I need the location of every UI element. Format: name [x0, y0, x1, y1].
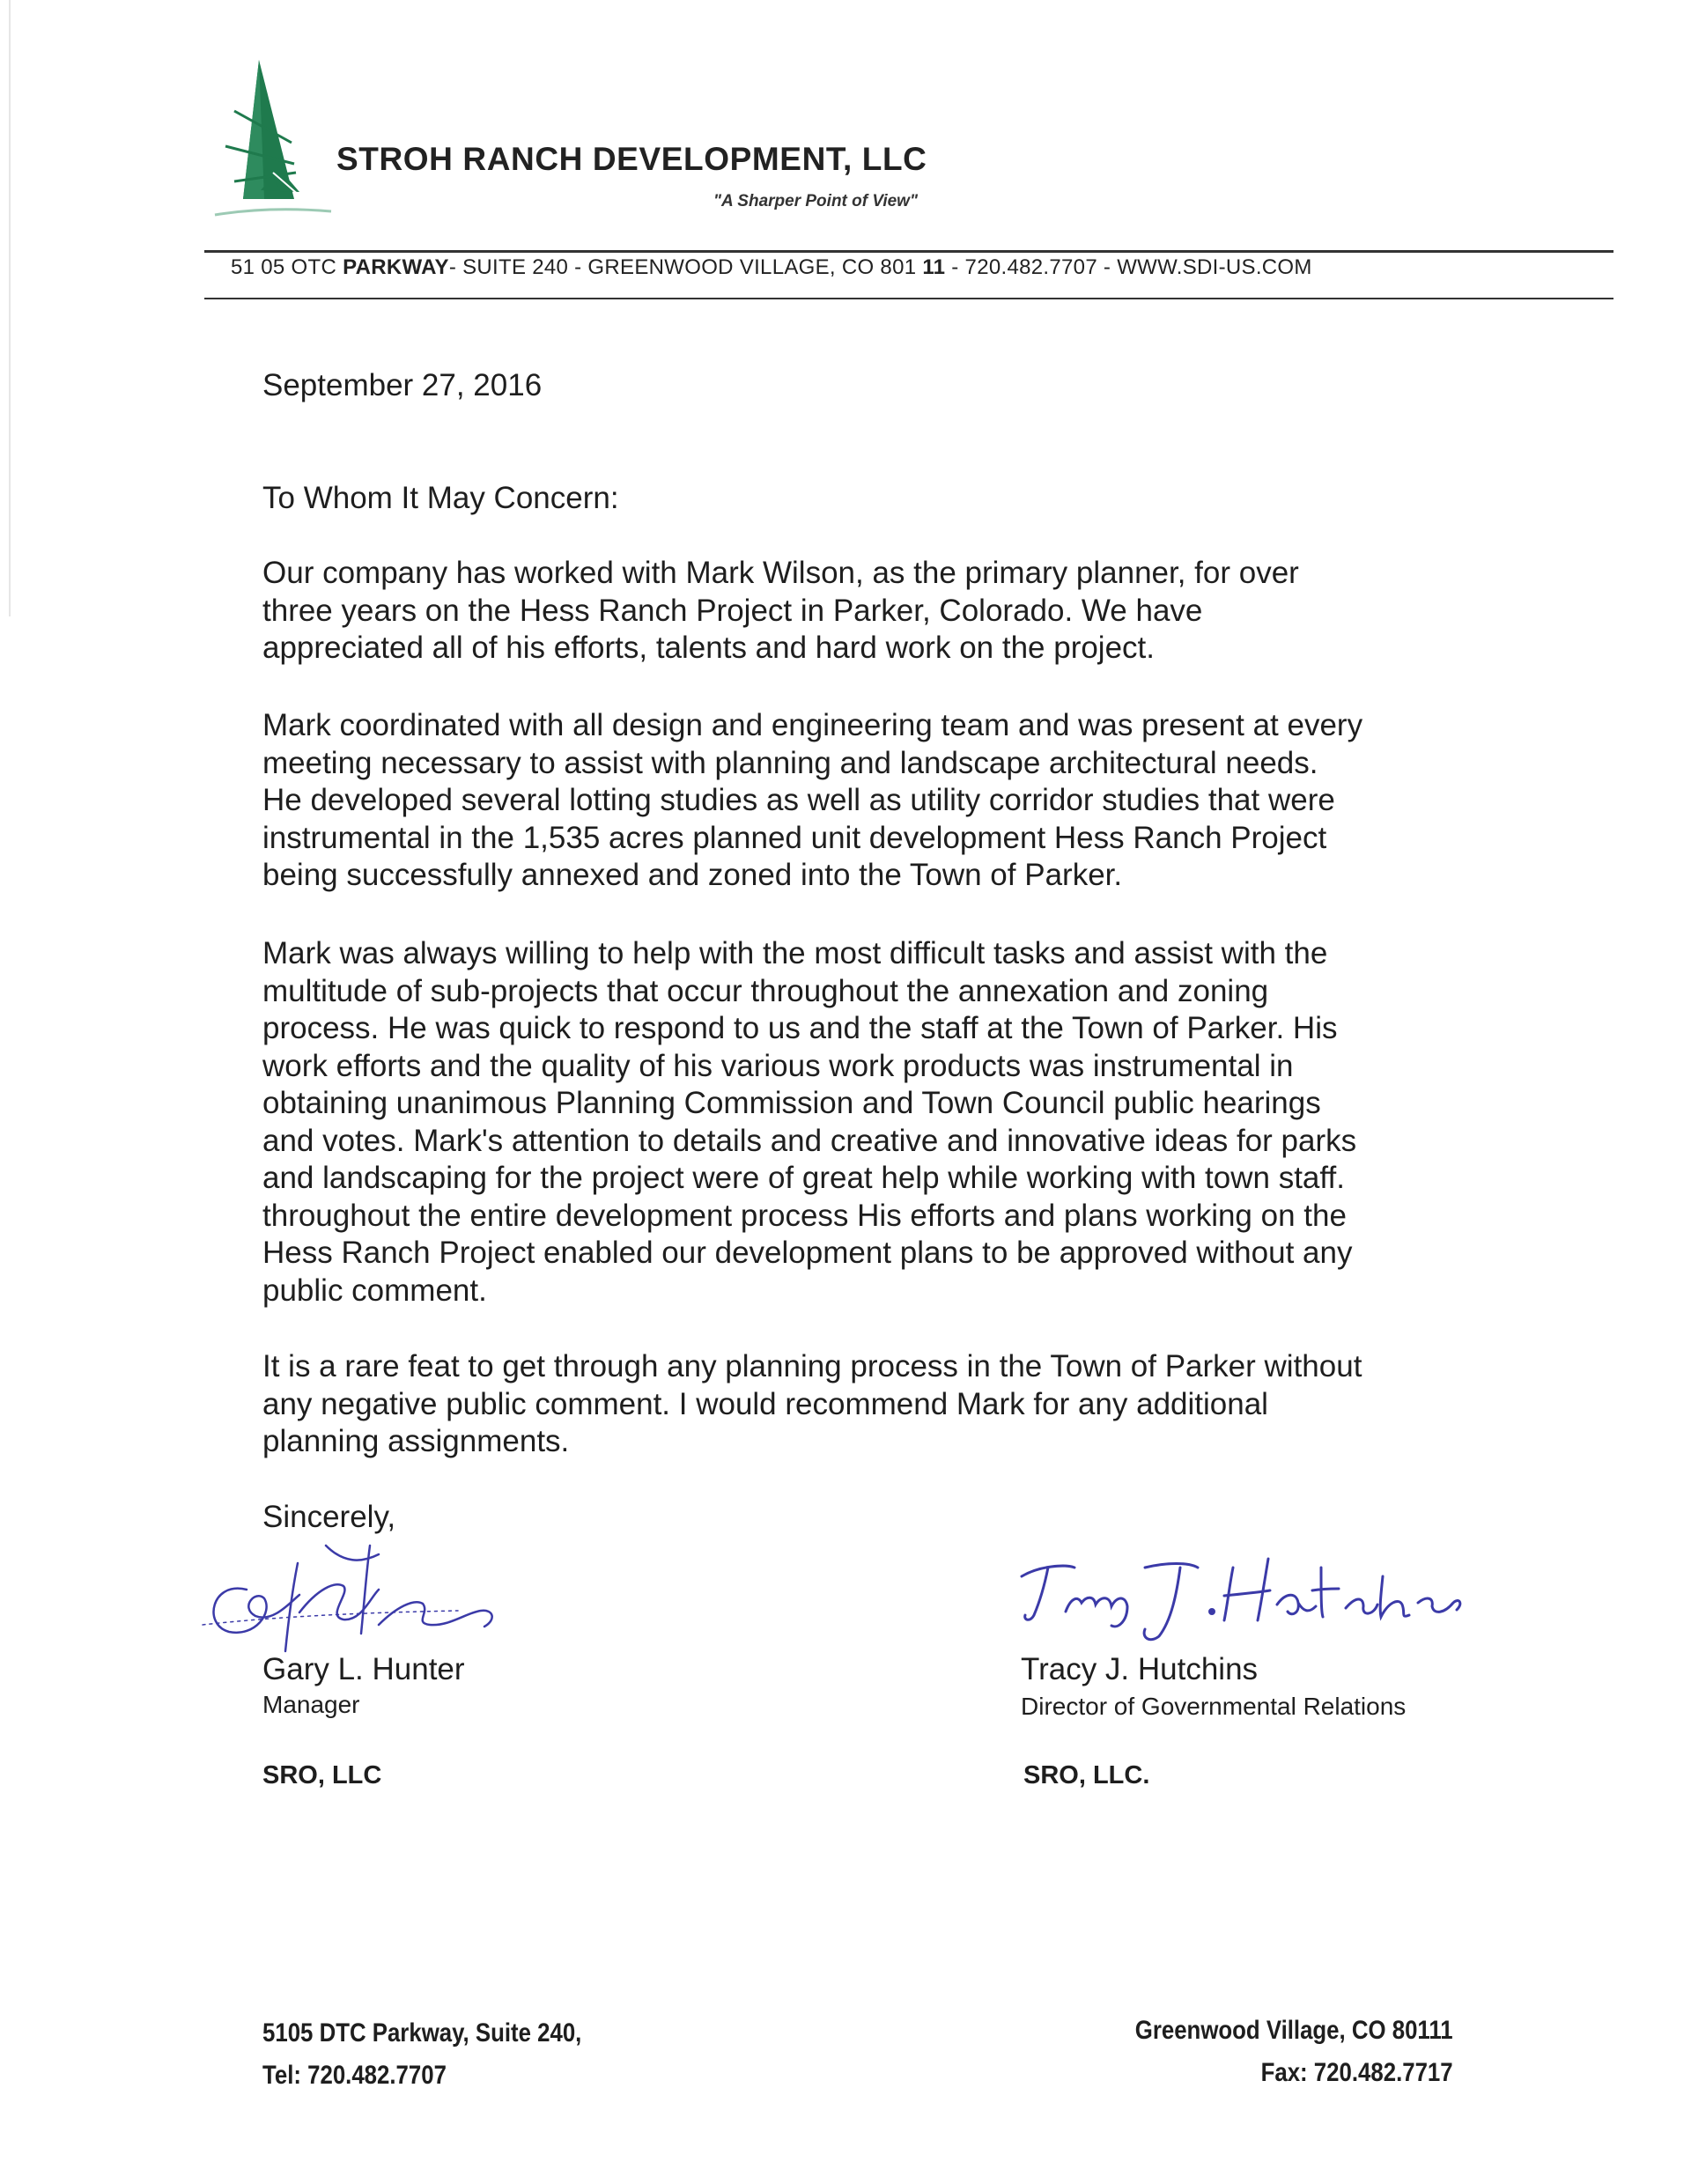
paragraph-line: being successfully annexed and zoned into the Town of Parker. [262, 858, 1123, 892]
footer-phone: Tel: 720.482.7707 [262, 2061, 447, 2090]
paragraph-4 [262, 1348, 1495, 1461]
paragraph-line: appreciated all of his efforts, talents and hard work on the project. [262, 631, 1156, 665]
paragraph-2 [262, 707, 1495, 895]
footer-city: Greenwood Village, CO 80111 [1135, 2016, 1453, 2045]
scan-edge [9, 0, 11, 616]
paragraph-line: He developed several lotting studies as well as utility corridor studies that were [262, 783, 1335, 817]
signatory-left-name: Gary L. Hunter [262, 1652, 465, 1686]
closing: Sincerely, [262, 1500, 396, 1534]
paragraph-3 [262, 935, 1495, 1310]
signatory-right-name: Tracy J. Hutchins [1021, 1652, 1259, 1686]
paragraph-line: and votes. Mark's attention to details and creative and innovative ideas for parks [262, 1123, 1357, 1158]
header-rule-top [204, 250, 1613, 253]
paragraph-line: meeting necessary to assist with planning and landscape architectural needs. [262, 745, 1318, 780]
paragraph-line: and landscaping for the project were of great help while working with town staff. [262, 1161, 1345, 1195]
signature-right-icon [1013, 1541, 1471, 1647]
paragraph-line: It is a rare feat to get through any planning process in the Town of Parker without [262, 1349, 1362, 1383]
company-tagline: "A Sharper Point of View" [713, 192, 918, 210]
paragraph-line: Our company has worked with Mark Wilson, as the primary planner, for over [262, 556, 1299, 590]
paragraph-line: throughout the entire development process His efforts and plans working on the [262, 1198, 1347, 1233]
paragraph-line: instrumental in the 1,535 acres planned unit development Hess Ranch Project [262, 820, 1327, 855]
footer-right [1135, 2010, 1453, 2094]
paragraph-line: Mark coordinated with all design and engineering team and was present at every [262, 708, 1363, 742]
paragraph-line: work efforts and the quality of his various work products was instrumental in [262, 1048, 1294, 1083]
footer-address: 5105 DTC Parkway, Suite 240, [262, 2018, 582, 2048]
signature-left-icon [194, 1528, 528, 1660]
salutation: To Whom It May Concern: [262, 481, 619, 515]
signatory-right-title: Director of Governmental Relations [1021, 1693, 1407, 1720]
signatory-right-org: SRO, LLC. [1023, 1761, 1150, 1789]
paragraph-line: any negative public comment. I would recommend Mark for any additional [262, 1386, 1268, 1421]
footer-fax: Fax: 720.482.7717 [1260, 2058, 1453, 2087]
paragraph-line: three years on the Hess Ranch Project in Parker, Colorado. We have [262, 593, 1203, 628]
letterhead-address: 51 05 OTC PARKWAY- SUITE 240 - GREENWOOD VILLAGE, CO 801 11 - 720.482.7707 - WWW.SDI-US.COM [231, 255, 1312, 279]
paragraph-line: planning assignments. [262, 1424, 570, 1458]
paragraph-line: public comment. [262, 1273, 487, 1308]
header-rule-bottom [204, 298, 1613, 299]
paragraph-1 [262, 555, 1495, 668]
letter-date: September 27, 2016 [262, 368, 543, 402]
company-name: STROH RANCH DEVELOPMENT, LLC [336, 141, 927, 177]
paragraph-line: Mark was always willing to help with the most difficult tasks and assist with the [262, 936, 1328, 970]
paragraph-line: obtaining unanimous Planning Commission and Town Council public hearings [262, 1086, 1321, 1120]
paragraph-line: Hess Ranch Project enabled our development plans to be approved without any [262, 1236, 1353, 1270]
signatory-left-org: SRO, LLC [262, 1761, 382, 1789]
paragraph-line: process. He was quick to respond to us and the staff at the Town of Parker. His [262, 1011, 1338, 1045]
paragraph-line: multitude of sub-projects that occur throughout the annexation and zoning [262, 973, 1269, 1008]
footer-left [262, 2012, 581, 2097]
signatory-left-title: Manager [262, 1691, 360, 1718]
